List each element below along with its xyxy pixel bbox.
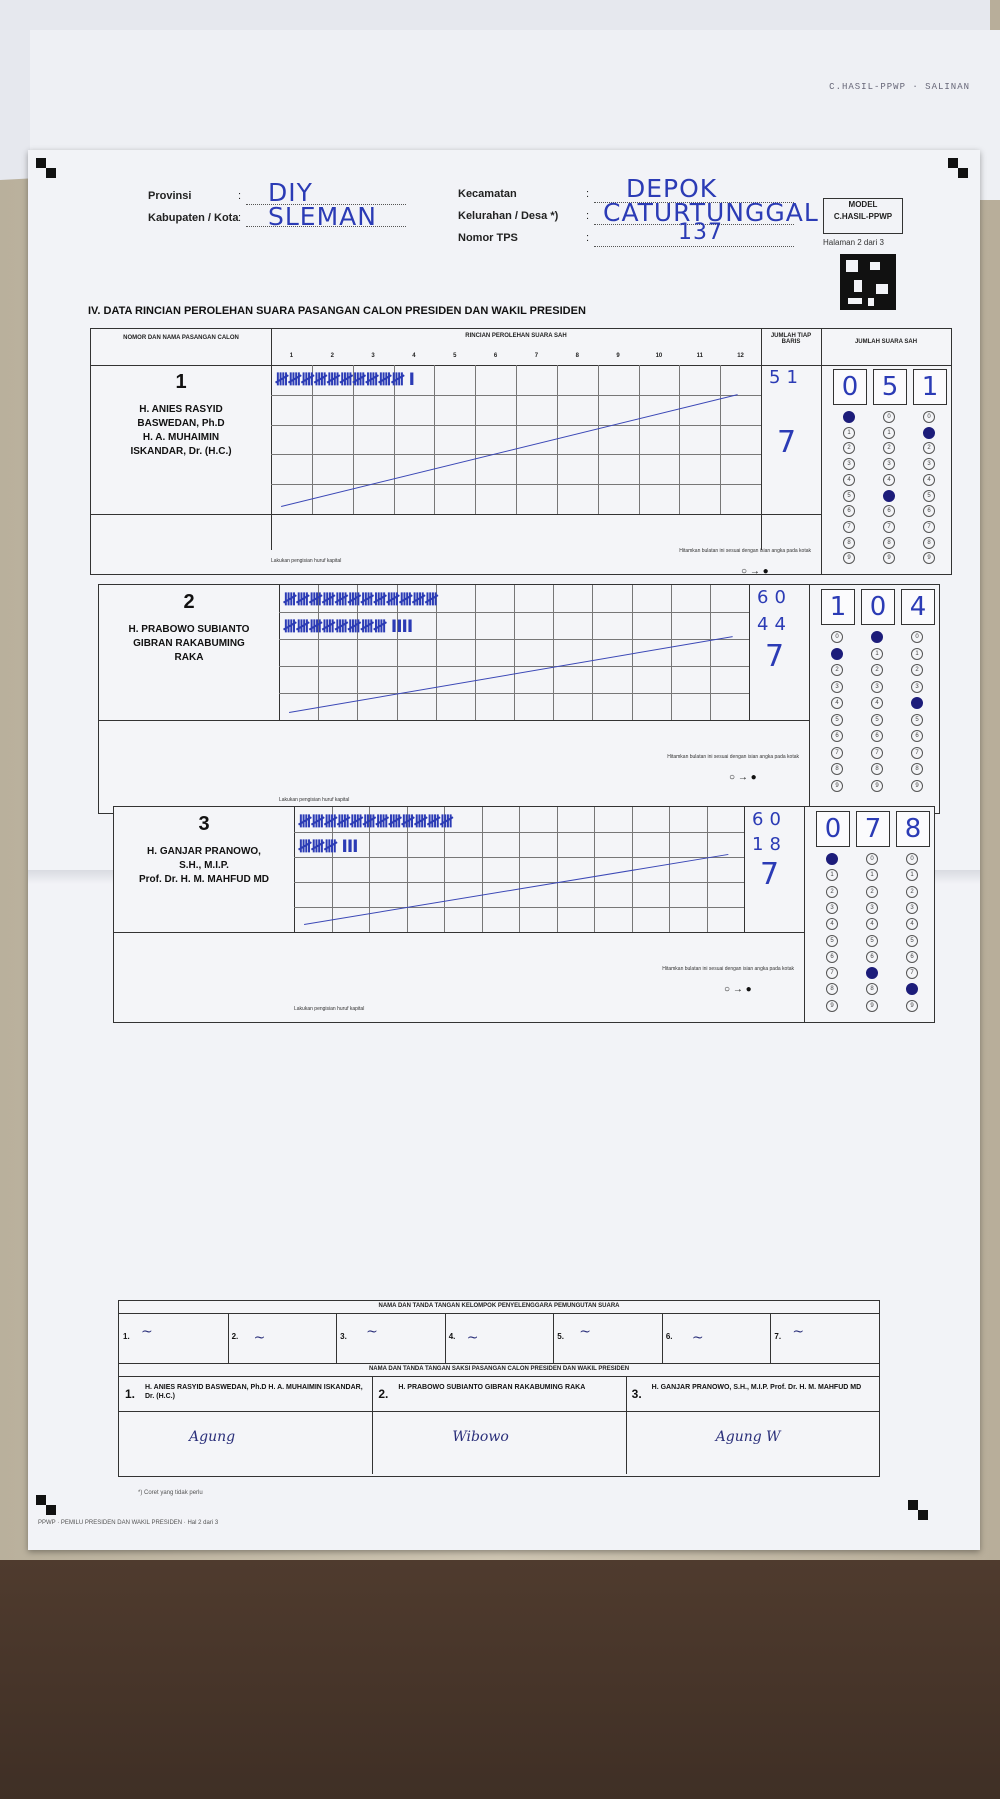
closing-mark: 7 — [777, 424, 803, 460]
column-number: 12 — [737, 353, 744, 359]
bubble[interactable]: 8 — [871, 763, 883, 775]
bubble[interactable]: 6 — [923, 505, 935, 517]
kpps-number: 1. — [123, 1332, 130, 1341]
tally-row: 𝍸𝍸𝍸𝍸𝍸𝍸𝍸𝍸𝍸𝍸𝍸𝍸 — [298, 812, 453, 832]
kelurahan-label: Kelurahan / Desa *) — [458, 210, 559, 222]
kpps-number: 2. — [231, 1332, 239, 1341]
column-number: 10 — [655, 353, 663, 359]
digit-box: 4 — [901, 589, 935, 625]
candidate-name-line: RAKA — [174, 652, 204, 663]
bubble[interactable]: 3 — [911, 681, 923, 693]
filled-bubble[interactable]: 5 — [883, 490, 895, 502]
kpps-signature-cell — [662, 1314, 771, 1363]
footer-note: *) Coret yang tidak perlu — [138, 1490, 203, 1496]
bubble[interactable]: 4 — [906, 918, 918, 930]
page-number: Halaman 2 dari 3 — [823, 238, 884, 247]
bubble[interactable]: 4 — [826, 918, 838, 930]
column-number: 9 — [616, 353, 620, 359]
row-total: 51 — [769, 367, 804, 388]
instruction-text: Hitamkan bulatan ini sesuai dengan isian angka pada kotak — [662, 966, 794, 972]
row-total: 60 — [757, 587, 792, 608]
kpps-number: 5. — [557, 1332, 564, 1341]
kpps-number: 6. — [665, 1332, 673, 1341]
column-number: 2 — [330, 353, 334, 359]
candidate-number: 3 — [198, 813, 210, 835]
row-total: 18 — [752, 834, 787, 855]
header-jumlah-suara: JUMLAH SUARA SAH — [854, 339, 918, 345]
bubble[interactable]: 6 — [906, 951, 918, 963]
kpps-signature-cell — [553, 1314, 662, 1363]
digit-box: 1 — [913, 369, 947, 405]
bubble[interactable]: 2 — [831, 664, 843, 676]
closing-mark: 7 — [760, 857, 786, 892]
saksi-signature-cell — [119, 1377, 372, 1474]
bubble[interactable]: 3 — [871, 681, 883, 693]
closing-line — [281, 394, 738, 507]
bubble[interactable]: 5 — [923, 490, 935, 502]
signature-scribble: ~ — [691, 1330, 704, 1346]
desk-surface — [0, 1560, 1000, 1799]
provinsi-label: Provinsi — [148, 190, 192, 202]
filled-bubble[interactable]: 8 — [906, 983, 918, 995]
bubble[interactable]: 0 — [866, 853, 878, 865]
saksi-signer-name: Wibowo — [452, 1429, 509, 1445]
bubble[interactable]: 3 — [866, 902, 878, 914]
bubble[interactable]: 0 — [883, 411, 895, 423]
registration-mark — [908, 1500, 928, 1520]
digit-box: 8 — [896, 811, 930, 847]
bubble[interactable]: 6 — [871, 730, 883, 742]
kpps-signature-cell — [336, 1314, 445, 1363]
saksi-signer-name: Agung — [189, 1429, 236, 1445]
kpps-signature-cell — [770, 1314, 879, 1363]
bubble[interactable]: 1 — [866, 869, 878, 881]
saksi-candidate-name: H. GANJAR PRANOWO, S.H., M.I.P. Prof. Dr. H. M. MAHFUD MD — [651, 1384, 862, 1391]
bubble[interactable]: 9 — [923, 552, 935, 564]
column-number: 5 — [453, 353, 457, 359]
filled-bubble[interactable]: 1 — [831, 648, 843, 660]
signature-scribble: ~ — [466, 1330, 479, 1346]
candidate-table — [113, 806, 935, 1023]
bubble[interactable]: 9 — [826, 1000, 838, 1012]
bubble[interactable]: 5 — [843, 490, 855, 502]
bubble[interactable]: 7 — [911, 747, 923, 759]
bubble[interactable]: 1 — [883, 427, 895, 439]
bubble[interactable]: 4 — [831, 697, 843, 709]
filled-bubble[interactable]: 0 — [871, 631, 883, 643]
small-caption: Lakukan pengisian huruf kapital — [294, 1006, 365, 1012]
bubble[interactable]: 5 — [871, 714, 883, 726]
signature-scribble: ~ — [366, 1324, 378, 1340]
filled-bubble[interactable]: 0 — [826, 853, 838, 865]
model-line2: C.HASIL-PPWP — [833, 212, 893, 221]
bubble[interactable]: 7 — [831, 747, 843, 759]
bubble[interactable]: 0 — [831, 631, 843, 643]
bubble[interactable]: 6 — [866, 951, 878, 963]
kpps-signature-cell — [119, 1314, 228, 1363]
closing-line — [289, 636, 733, 713]
bubble[interactable]: 8 — [911, 763, 923, 775]
bubble[interactable]: 5 — [831, 714, 843, 726]
bubble[interactable]: 0 — [911, 631, 923, 643]
row-total: 60 — [752, 809, 787, 830]
bubble[interactable]: 6 — [911, 730, 923, 742]
dotted-line — [594, 246, 794, 247]
tally-row: 𝍸𝍸𝍸 ΙΙΙ — [298, 837, 358, 857]
filled-bubble[interactable]: 0 — [843, 411, 855, 423]
filled-bubble[interactable]: 1 — [923, 427, 935, 439]
column-number: 3 — [371, 353, 375, 359]
colon: : — [238, 190, 242, 202]
bubble[interactable]: 3 — [923, 458, 935, 470]
instruction-text: Hitamkan bulatan ini sesuai dengan isian angka pada kotak — [667, 754, 799, 760]
bubble[interactable]: 2 — [866, 886, 878, 898]
footer-caption: PPWP · PEMILU PRESIDEN DAN WAKIL PRESIDEN · Hal 2 dari 3 — [38, 1520, 219, 1526]
bubble[interactable]: 5 — [826, 935, 838, 947]
signature-scribble: ~ — [579, 1324, 592, 1340]
saksi-signature-cell — [626, 1377, 879, 1474]
bubble[interactable]: 3 — [831, 681, 843, 693]
bubble[interactable]: 3 — [883, 458, 895, 470]
bubble[interactable]: 3 — [826, 902, 838, 914]
bubble[interactable]: 2 — [883, 442, 895, 454]
bubble[interactable]: 6 — [843, 505, 855, 517]
tally-row: 𝍸𝍸𝍸𝍸𝍸𝍸𝍸𝍸𝍸𝍸 Ι — [275, 370, 414, 390]
registration-mark — [948, 158, 968, 178]
instruction-demo: ○ → ● — [741, 566, 769, 577]
tally-row: 𝍸𝍸𝍸𝍸𝍸𝍸𝍸𝍸𝍸𝍸𝍸𝍸 — [283, 590, 438, 610]
kecamatan-value: DEPOK — [626, 174, 718, 203]
column-number: 8 — [575, 353, 579, 359]
instruction-demo: ○ → ● — [729, 772, 757, 783]
colon: : — [586, 210, 590, 222]
bubble[interactable]: 1 — [871, 648, 883, 660]
signature-scribble: ~ — [141, 1324, 153, 1340]
candidate-number: 2 — [183, 591, 195, 613]
bubble[interactable]: 3 — [843, 458, 855, 470]
saksi-candidate-name: H. ANIES RASYID BASWEDAN, Ph.D H. A. MUHAIMIN ISKANDAR, Dr. (H.C.) — [145, 1384, 363, 1400]
bubble[interactable]: 7 — [826, 967, 838, 979]
candidate-table — [98, 584, 940, 814]
bubble[interactable]: 8 — [883, 537, 895, 549]
instruction-demo: ○ → ● — [724, 984, 752, 995]
column-number: 11 — [696, 353, 703, 359]
header-rincian: RINCIAN PEROLEHAN SUARA SAH — [465, 333, 567, 339]
bubble[interactable]: 4 — [843, 474, 855, 486]
bubble[interactable]: 1 — [843, 427, 855, 439]
tally-row: 𝍸𝍸𝍸𝍸𝍸𝍸𝍸𝍸 ΙΙΙΙ — [283, 617, 413, 637]
provinsi-value: DIY — [268, 178, 313, 207]
model-line1: MODEL — [848, 200, 878, 209]
saksi-candidate-name: H. PRABOWO SUBIANTO GIBRAN RAKABUMING RAKA — [398, 1384, 586, 1391]
bubble[interactable]: 6 — [826, 951, 838, 963]
bubble[interactable]: 7 — [906, 967, 918, 979]
bubble[interactable]: 0 — [906, 853, 918, 865]
colon: : — [238, 212, 242, 224]
colon: : — [586, 232, 590, 244]
candidate-name-line: H. A. MUHAIMIN — [142, 432, 220, 443]
bubble[interactable]: 6 — [883, 505, 895, 517]
header-jumlah-baris: JUMLAH TIAP BARIS — [770, 333, 812, 345]
tps-label: Nomor TPS — [458, 232, 518, 244]
candidate-number: 1 — [175, 371, 187, 393]
saksi-signer-name: Agung W — [715, 1429, 781, 1445]
digit-box: 0 — [833, 369, 867, 405]
bubble[interactable]: 7 — [843, 521, 855, 533]
bubble[interactable]: 9 — [866, 1000, 878, 1012]
bubble[interactable]: 9 — [871, 780, 883, 792]
kecamatan-label: Kecamatan — [458, 188, 517, 200]
bubble[interactable]: 2 — [923, 442, 935, 454]
bubble[interactable]: 4 — [866, 918, 878, 930]
bubble[interactable]: 4 — [883, 474, 895, 486]
candidate-name-line: BASWEDAN, Ph.D — [137, 418, 225, 429]
candidate-name-line: H. ANIES RASYID — [139, 404, 223, 415]
bubble[interactable]: 1 — [826, 869, 838, 881]
kelurahan-value: CATURTUNGGAL — [603, 198, 819, 227]
form-sheet — [28, 150, 980, 1550]
candidate-name-line: Prof. Dr. H. M. MAHFUD MD — [139, 874, 269, 885]
colon: : — [586, 188, 590, 200]
kpps-number: 4. — [448, 1332, 456, 1341]
bubble[interactable]: 7 — [871, 747, 883, 759]
candidate-name-line: S.H., M.I.P. — [179, 860, 229, 871]
registration-mark — [36, 1495, 56, 1515]
candidate-name-line: H. PRABOWO SUBIANTO — [128, 624, 250, 635]
candidate-name-line: GIBRAN RAKABUMING — [133, 638, 245, 649]
saksi-signature-cell — [372, 1377, 625, 1474]
candidate-table — [90, 328, 952, 575]
column-number: 7 — [534, 353, 539, 359]
kabupaten-value: SLEMAN — [268, 202, 377, 231]
instruction-text: Hitamkan bulatan ini sesuai dengan isian angka pada kotak — [679, 548, 811, 554]
digit-box: 1 — [821, 589, 855, 625]
bubble[interactable]: 5 — [911, 714, 923, 726]
bubble[interactable]: 8 — [866, 983, 878, 995]
column-number: 4 — [412, 353, 416, 359]
bubble[interactable]: 8 — [826, 983, 838, 995]
bubble[interactable]: 8 — [843, 537, 855, 549]
kpps-signature-cell — [228, 1314, 337, 1363]
registration-mark — [36, 158, 56, 178]
bubble[interactable]: 1 — [911, 648, 923, 660]
bubble[interactable]: 8 — [923, 537, 935, 549]
bubble[interactable]: 9 — [911, 780, 923, 792]
row-total: 44 — [757, 614, 792, 635]
small-caption: Lakukan pengisian huruf kapital — [271, 558, 342, 564]
column-number: 6 — [493, 353, 498, 359]
bubble[interactable]: 7 — [923, 521, 935, 533]
small-caption: Lakukan pengisian huruf kapital — [279, 797, 350, 803]
saksi-number: 3. — [631, 1387, 642, 1401]
bubble[interactable]: 0 — [923, 411, 935, 423]
filled-bubble[interactable]: 4 — [911, 697, 923, 709]
bubble[interactable]: 2 — [906, 886, 918, 898]
digit-box: 5 — [873, 369, 907, 405]
saksi-number: 1. — [125, 1387, 136, 1401]
bubble[interactable]: 9 — [883, 552, 895, 564]
kpps-number: 7. — [774, 1332, 782, 1341]
bubble[interactable]: 5 — [906, 935, 918, 947]
bubble[interactable]: 8 — [831, 763, 843, 775]
signature-scribble: ~ — [792, 1324, 805, 1340]
bubble[interactable]: 3 — [906, 902, 918, 914]
bubble[interactable]: 9 — [906, 1000, 918, 1012]
section-title: IV. DATA RINCIAN PEROLEHAN SUARA PASANGAN CALON PRESIDEN DAN WAKIL PRESIDEN — [88, 305, 586, 317]
kpps-title: NAMA DAN TANDA TANGAN KELOMPOK PENYELENGGARA PEMUNGUTAN SUARA — [378, 1303, 620, 1309]
saksi-number: 2. — [378, 1387, 389, 1401]
candidate-name-line: ISKANDAR, Dr. (H.C.) — [130, 446, 232, 457]
digit-box: 7 — [856, 811, 890, 847]
qr-code — [840, 254, 896, 310]
bubble[interactable]: 5 — [866, 935, 878, 947]
bubble[interactable]: 4 — [871, 697, 883, 709]
bubble[interactable]: 2 — [911, 664, 923, 676]
filled-bubble[interactable]: 7 — [866, 967, 878, 979]
saksi-title: NAMA DAN TANDA TANGAN SAKSI PASANGAN CALON PRESIDEN DAN WAKIL PRESIDEN — [368, 1366, 630, 1372]
digit-box: 0 — [816, 811, 850, 847]
model-box — [823, 198, 903, 234]
kpps-signature-cell — [445, 1314, 554, 1363]
candidate-name-line: H. GANJAR PRANOWO, — [147, 846, 261, 857]
bubble[interactable]: 7 — [883, 521, 895, 533]
bubble[interactable]: 1 — [906, 869, 918, 881]
signature-scribble: ~ — [253, 1330, 266, 1346]
bubble[interactable]: 2 — [826, 886, 838, 898]
bubble[interactable]: 4 — [923, 474, 935, 486]
bubble[interactable]: 2 — [871, 664, 883, 676]
kpps-number: 3. — [340, 1332, 347, 1341]
bubble[interactable]: 2 — [843, 442, 855, 454]
kabupaten-label: Kabupaten / Kota — [148, 212, 239, 224]
bubble[interactable]: 9 — [843, 552, 855, 564]
digit-box: 0 — [861, 589, 895, 625]
signature-table — [118, 1300, 880, 1477]
closing-mark: 7 — [765, 639, 791, 674]
bubble[interactable]: 6 — [831, 730, 843, 742]
tps-value: 137 — [678, 220, 723, 245]
closing-line — [304, 854, 728, 925]
header-nomor-nama: NOMOR DAN NAMA PASANGAN CALON — [123, 335, 239, 341]
back-sheet-code: C.HASIL-PPWP · SALINAN — [829, 82, 970, 92]
column-number: 1 — [289, 353, 294, 359]
bubble[interactable]: 9 — [831, 780, 843, 792]
